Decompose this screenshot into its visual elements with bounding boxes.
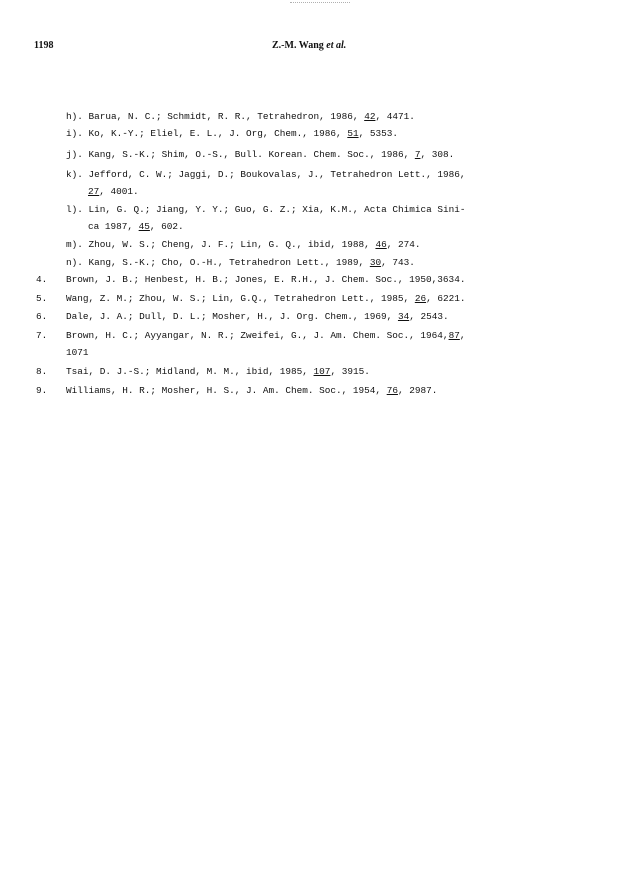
reference-6: Dale, J. A.; Dull, D. L.; Mosher, H., J. Org. Chem., 1969, 34, 2543. xyxy=(66,311,449,322)
reference-7: Brown, H. C.; Ayyangar, N. R.; Zweifei, G., J. Am. Chem. Soc., 1964,87, xyxy=(66,330,466,341)
reference-5: Wang, Z. M.; Zhou, W. S.; Lin, G.Q., Tetrahedron Lett., 1985, 26, 6221. xyxy=(66,293,466,304)
reference-l-cont: ca 1987, 45, 602. xyxy=(88,221,184,232)
reference-4: Brown, J. B.; Henbest, H. B.; Jones, E. R.H., J. Chem. Soc., 1950,3634. xyxy=(66,274,466,285)
volume-number: 26 xyxy=(414,293,427,304)
reference-8: Tsai, D. J.-S.; Midland, M. M., ibid, 1985, 107, 3915. xyxy=(66,366,370,377)
reference-k-cont: 27, 4001. xyxy=(88,186,139,197)
page-number: 1198 xyxy=(34,40,54,51)
header-authors: Z.-M. Wang xyxy=(272,40,324,51)
top-scan-mark xyxy=(290,2,350,4)
volume-number: 7 xyxy=(414,149,421,160)
volume-number: 30 xyxy=(369,257,382,268)
volume-number: 76 xyxy=(386,385,398,396)
volume-number: 107 xyxy=(313,366,331,377)
reference-h: h). Barua, N. C.; Schmidt, R. R., Tetrahedron, 1986, 42, 4471. xyxy=(66,111,415,122)
header-etal: et al. xyxy=(326,40,347,51)
volume-number: 51 xyxy=(347,128,359,139)
volume-number: 34 xyxy=(397,311,410,322)
reference-k: k). Jefford, C. W.; Jaggi, D.; Boukovalas, J., Tetrahedron Lett., 1986, xyxy=(66,169,466,180)
reference-n: n). Kang, S.-K.; Cho, O.-H., Tetrahedron Lett., 1989, 30, 743. xyxy=(66,257,415,268)
reference-l: l). Lin, G. Q.; Jiang, Y. Y.; Guo, G. Z.; Xia, K.M., Acta Chimica Sini- xyxy=(66,204,466,215)
reference-number: 4. xyxy=(36,274,48,285)
reference-m: m). Zhou, W. S.; Cheng, J. F.; Lin, G. Q., ibid, 1988, 46, 274. xyxy=(66,239,421,250)
running-header xyxy=(272,40,346,51)
reference-number: 5. xyxy=(36,293,48,304)
reference-number: 7. xyxy=(36,330,48,341)
volume-number: 45 xyxy=(138,221,150,232)
volume-number: 42 xyxy=(364,111,376,122)
reference-7-cont: 1071 xyxy=(66,347,89,358)
reference-number: 9. xyxy=(36,385,48,396)
reference-i: i). Ko, K.-Y.; Eliel, E. L., J. Org, Chem., 1986, 51, 5353. xyxy=(66,128,398,139)
volume-number: 46 xyxy=(375,239,387,250)
volume-number: 27 xyxy=(88,186,100,197)
reference-number: 6. xyxy=(36,311,48,322)
reference-9: Williams, H. R.; Mosher, H. S., J. Am. Chem. Soc., 1954, 76, 2987. xyxy=(66,385,438,396)
volume-number: 87 xyxy=(448,330,460,341)
reference-j: j). Kang, S.-K.; Shim, O.-S., Bull. Korean. Chem. Soc., 1986, 7, 308. xyxy=(66,149,455,160)
reference-number: 8. xyxy=(36,366,48,377)
